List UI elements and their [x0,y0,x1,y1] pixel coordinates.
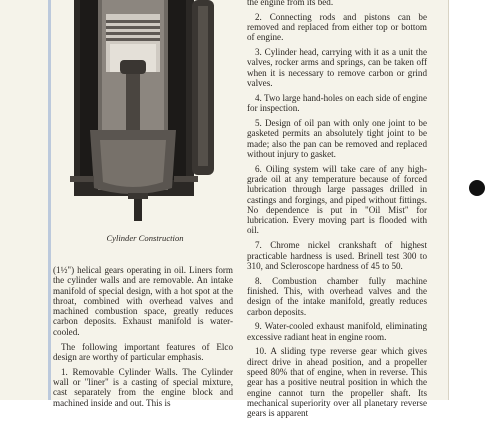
paragraph: The following important features of Elco design are worthy of particular emphasis. [53,341,233,362]
paragraph: 6. Oiling system will take care of any high-grade oil at any temperature because of forced lubrication through large passages drilled in castings and forgings, and piped without fittings. No dependence is put in "Oil Mist" for lubrication. Every moving part is flooded with oil. [247,163,427,236]
right-text-column [247,0,427,423]
paragraph: 4. Two large hand-holes on each side of engine for inspection. [247,92,427,114]
cylinder-construction-illustration [70,0,220,228]
paragraph: 8. Combustion chamber fully machine finished. This, with overhead valves and the design of the intake manifold, greatly reduces carbon deposits. [247,275,427,317]
paragraph: 1. Removable Cylinder Walls. The Cylinder wall or "liner" is a casting of special mixture, cast separately from the engine block and machined inside and out. This is [53,366,233,408]
paragraph: 5. Design of oil pan with only one joint to be gasketed permits an absolutely tight joint to be made; also the pan can be removed and replaced without injury to gasket. [247,117,427,159]
paragraph: 2. Connecting rods and pistons can be removed and replaced from either top or bottom of engine. [247,11,427,43]
paragraph: (1½") helical gears operating in oil. Liners form the cylinder walls and are removable. An intake manifold of special design, with a hot spot at the throat, combined with overhead valves and machined combustion space, greatly reduces carbon deposits. Exhaust manifold is water-cooled. [53,265,233,337]
paragraph: 9. Water-cooled exhaust manifold, eliminating excessive radiant heat in engine room. [247,321,427,342]
paragraph: the engine from its bed. [247,0,334,7]
paragraph: 7. Chrome nickel crankshaft of highest practicable hardness is used. Brinell test 300 to 310, and Scleroscope hardness of 45 to 50. [247,240,427,271]
figure-caption: Cylinder Construction [106,233,184,243]
left-text-column [53,265,233,412]
paragraph: 10. A sliding type reverse gear which gives direct drive in ahead position, and a propeller speed 80% that of engine, when in reverse. This gear has a positive neutral position in which the engine cannot turn the propeller shaft. Its mechanical superiority over all planetary reverse gears is apparent [247,346,427,419]
binder-hole [469,180,485,196]
paragraph: 3. Cylinder head, carrying with it as a unit the valves, rocker arms and springs, can be taken off when it is necessary to remove carbon or grind valves. [247,47,427,89]
